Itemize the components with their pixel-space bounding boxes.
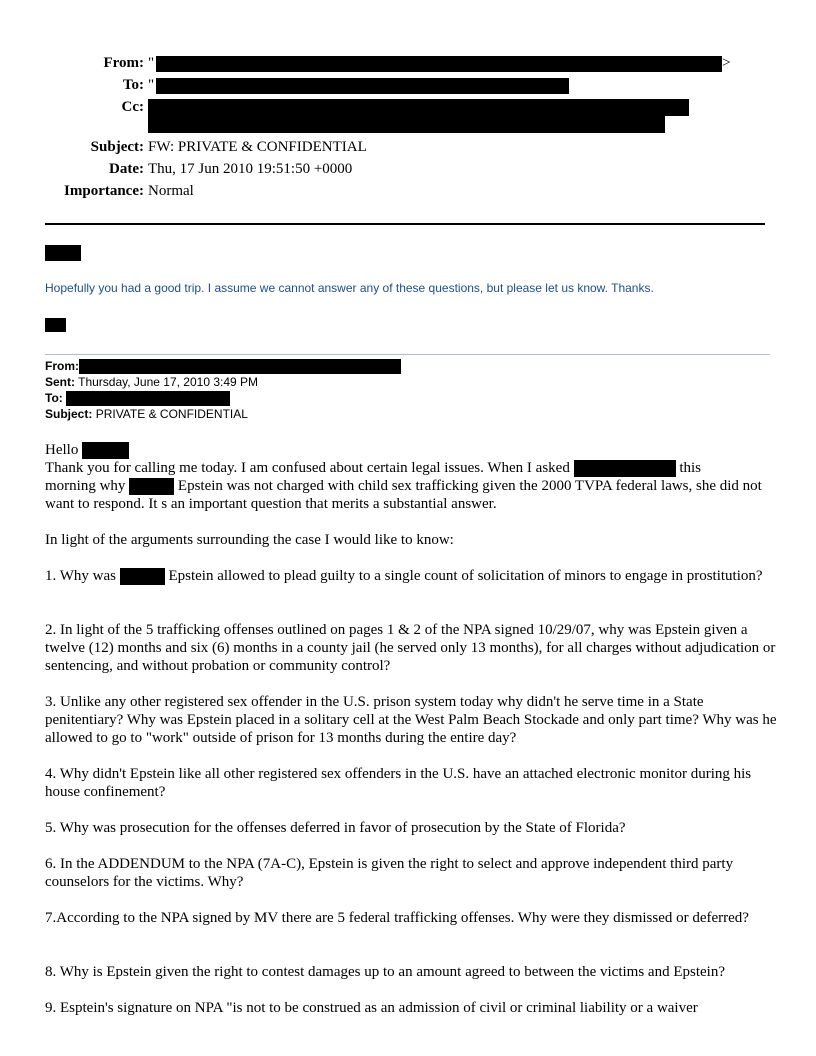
redaction-signature: [45, 318, 66, 332]
question-5: 5. Why was prosecution for the offenses deferred in favor of prosecution by the State of Florida?: [45, 820, 626, 836]
question-3: 3. Unlike any other registered sex offender in the U.S. prison system today why didn't he serve time in a State penitentiary? Why was Epstein placed in a solitary cell at the West Palm Beach Stockade and only part time? Why was he allowed to go to "work" outside of prison for 13 months during the entire day?: [45, 694, 777, 746]
header-divider: [45, 223, 765, 225]
question-7: 7.According to the NPA signed by MV there are 5 federal trafficking offenses. Why were they dismissed or deferred?: [45, 910, 749, 926]
question-4: 4. Why didn't Epstein like all other registered sex offenders in the U.S. have an attached electronic monitor during his house confinement?: [45, 766, 752, 800]
fwd-sent-row: [45, 374, 258, 390]
redaction-to: [156, 78, 569, 94]
to-quote: ": [148, 77, 155, 93]
redaction-fwd-to: [66, 391, 230, 406]
redaction-fwd-from: [79, 359, 401, 374]
to-label: To:: [122, 77, 144, 93]
from-angle: >: [722, 55, 731, 71]
q1-part-b: Epstein allowed to plead guilty to a single count of solicitation of minors to engage in prostitution?: [168, 568, 763, 584]
cc-row: [0, 97, 816, 117]
date-value: Thu, 17 Jun 2010 19:51:50 +0000: [148, 161, 353, 177]
to-value: [148, 75, 569, 95]
intro-message: Hopefully you had a good trip. I assume we cannot answer any of these questions, but please let us know. Thanks.: [45, 281, 654, 295]
to-row: [0, 75, 816, 95]
email-header: [0, 0, 816, 210]
fwd-to-row: [45, 390, 230, 406]
from-label: From:: [103, 55, 144, 71]
p1-part-c: morning why: [45, 478, 126, 495]
redaction-cc-1: [148, 99, 689, 116]
importance-label: Importance:: [64, 183, 144, 199]
forward-divider: [45, 354, 770, 355]
redaction-cc-2: [148, 116, 665, 133]
paragraph-2: In light of the arguments surrounding the case I would like to know:: [45, 532, 454, 548]
question-1: [45, 567, 780, 585]
fwd-subject-value: PRIVATE & CONFIDENTIAL: [95, 407, 248, 421]
fwd-subject-label: Subject:: [45, 407, 93, 421]
cc-value: [148, 97, 689, 117]
subject-row: [0, 137, 816, 157]
subject-value: FW: PRIVATE & CONFIDENTIAL: [148, 139, 367, 155]
fwd-from-label: From:: [45, 359, 79, 373]
redaction-greeting: [82, 442, 129, 459]
q1-part-a: 1. Why was: [45, 568, 116, 584]
cc-label: Cc:: [121, 99, 144, 115]
fwd-subject-row: [45, 406, 248, 422]
date-label: Date:: [109, 161, 144, 177]
question-2: 2. In light of the 5 trafficking offenses outlined on pages 1 & 2 of the NPA signed 10/29/07, why was Epstein given a twelve (12) months and six (6) months in a county jail (he served only 13 months), for all charges without adjudication or sentencing, and without probation or community control?: [45, 622, 776, 674]
redaction-from: [156, 56, 722, 72]
subject-label: Subject:: [90, 139, 144, 155]
fwd-sent-value: Thursday, June 17, 2010 3:49 PM: [78, 375, 259, 389]
paragraph-1: [45, 459, 780, 513]
importance-row: [0, 181, 816, 201]
greeting: Hello: [45, 442, 79, 458]
from-quote: ": [148, 55, 155, 71]
fwd-from-row: [45, 358, 401, 374]
p1-part-d: Epstein was not charged with child sex trafficking given the 2000 TVPA federal laws, she did not want to respond. It s an important question that merits a substantial answer.: [45, 478, 762, 513]
question-9: 9. Esptein's signature on NPA "is not to be construed as an admission of civil or criminal liability or a waiver: [45, 1000, 698, 1016]
redaction-q1-name: [120, 568, 165, 585]
redaction-p1-name: [574, 460, 676, 477]
p1-part-b: this: [679, 460, 702, 476]
fwd-to-label: To:: [45, 391, 63, 405]
from-row: [0, 53, 816, 73]
question-8: 8. Why is Epstein given the right to contest damages up to an amount agreed to between the victims and Epstein?: [45, 964, 725, 980]
redaction-salutation: [45, 245, 81, 261]
date-row: [0, 159, 816, 179]
from-value: [148, 53, 731, 73]
p1-part-a: Thank you for calling me today. I am confused about certain legal issues. When I asked: [45, 460, 570, 476]
greeting-line: [45, 441, 780, 459]
question-6: 6. In the ADDENDUM to the NPA (7A-C), Epstein is given the right to select and approve independent third party counselors for the victims. Why?: [45, 856, 734, 890]
redaction-p1-first: [129, 478, 174, 495]
fwd-sent-label: Sent:: [45, 375, 75, 389]
importance-value: Normal: [148, 183, 194, 199]
